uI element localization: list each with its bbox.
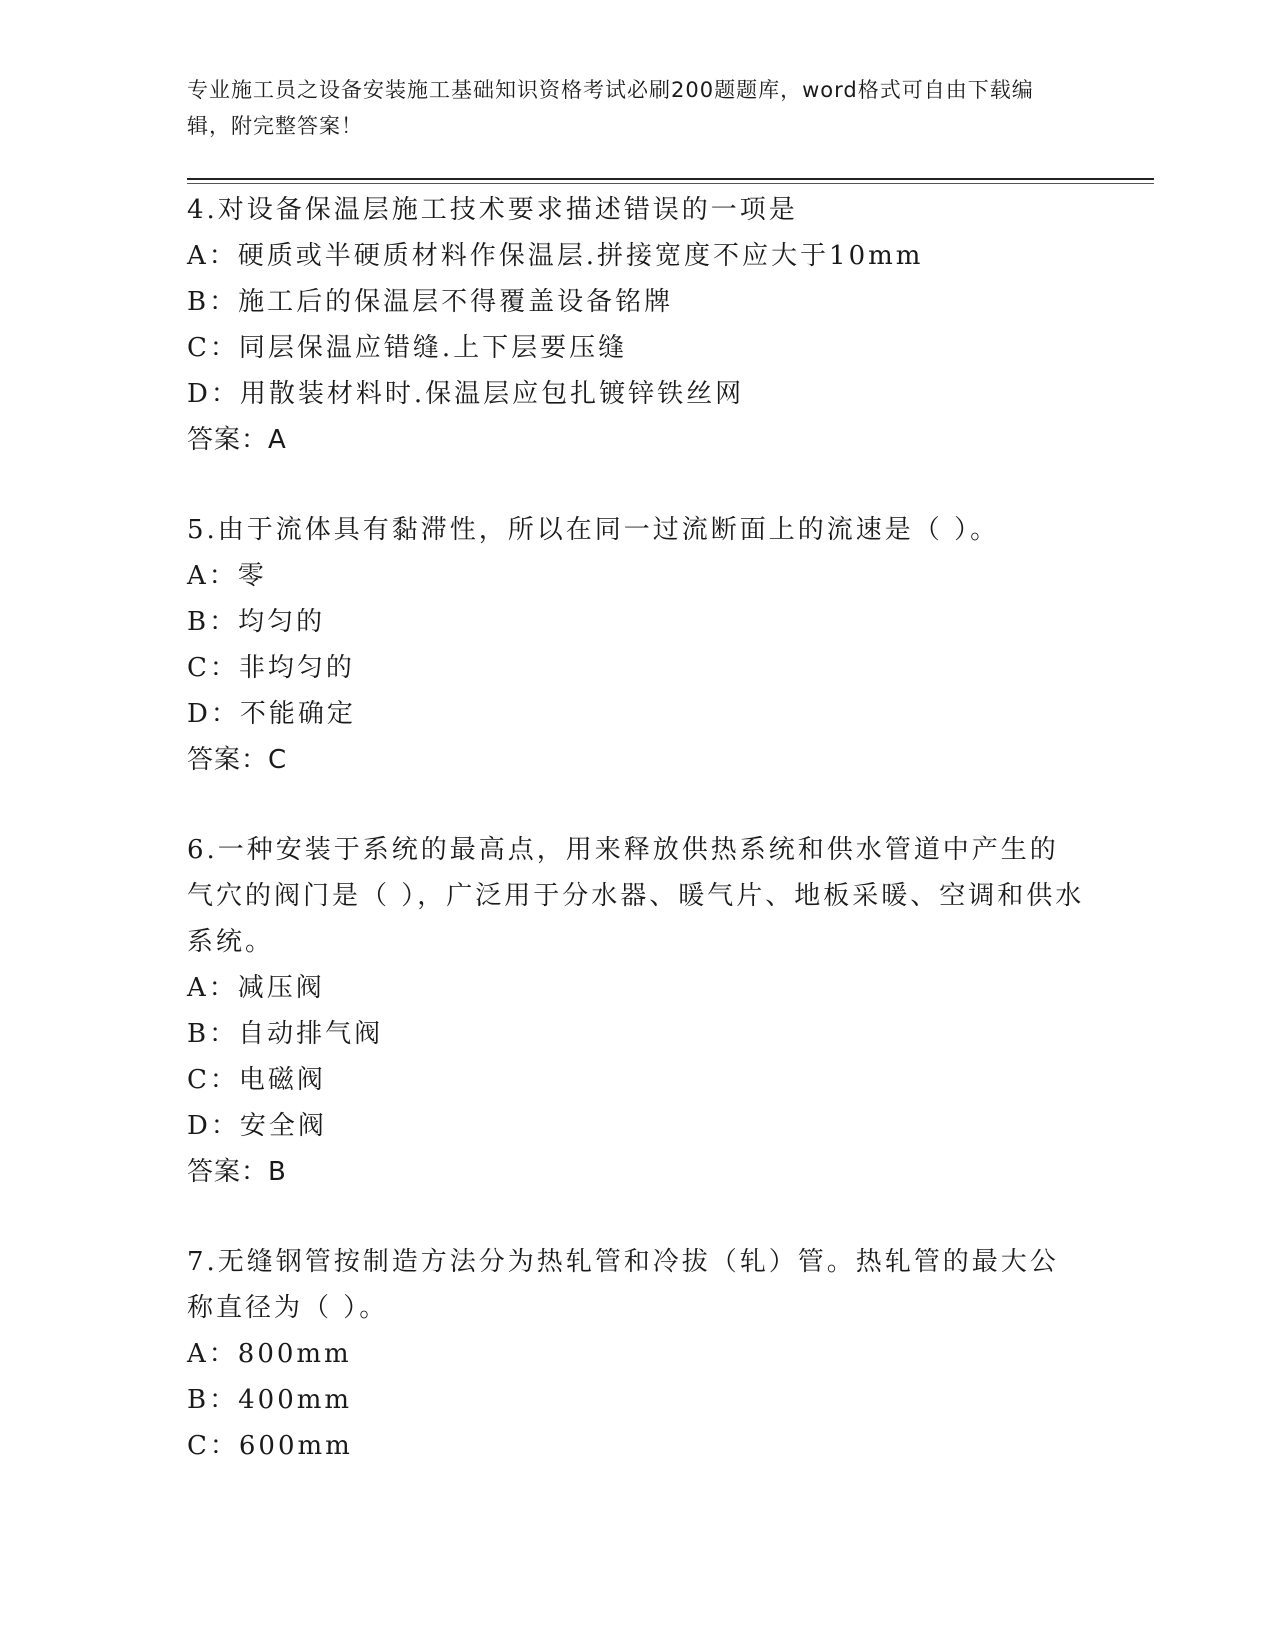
question-7 [187,1239,1087,1469]
option-a: A：硬质或半硬质材料作保温层.拼接宽度不应大于10mm [187,241,924,271]
header-divider-thin [187,183,1154,184]
question-4 [187,187,1087,463]
option-d: D：用散装材料时.保温层应包扎镀锌铁丝网 [187,379,745,409]
document-header: 专业施工员之设备安装施工基础知识资格考试必刷200题题库，word格式可自由下载编辑，附完整答案！ [187,78,1034,138]
option-b: B：自动排气阀 [187,1019,384,1049]
question-6 [187,827,1087,1195]
option-a: A：800mm [187,1339,352,1369]
option-d: D：安全阀 [187,1111,327,1141]
question-text: 6.一种安装于系统的最高点，用来释放供热系统和供水管道中产生的气穴的阀门是（ ），广泛用于分水器、暖气片、地板采暖、空调和供水系统。 [187,835,1085,957]
answer: 答案：C [187,745,288,775]
question-text: 5.由于流体具有黏滞性，所以在同一过流断面上的流速是（ ）。 [187,515,1000,545]
option-c: C：600mm [187,1431,353,1461]
option-b: B：均匀的 [187,607,326,637]
answer: 答案：A [187,425,287,455]
option-d: D：不能确定 [187,699,356,729]
option-a: A：减压阀 [187,973,325,1003]
option-b: B：400mm [187,1385,353,1415]
header-divider-thick [187,178,1154,180]
question-text: 4.对设备保温层施工技术要求描述错误的一项是 [187,195,798,225]
option-a: A：零 [187,561,267,591]
option-c: C：电磁阀 [187,1065,326,1095]
option-c: C：同层保温应错缝.上下层要压缝 [187,333,628,363]
answer: 答案：B [187,1157,287,1187]
question-text: 7.无缝钢管按制造方法分为热轧管和冷拔（轧）管。热轧管的最大公称直径为（ ）。 [187,1247,1059,1323]
option-b: B：施工后的保温层不得覆盖设备铭牌 [187,287,674,317]
question-5 [187,507,1087,783]
option-c: C：非均匀的 [187,653,355,683]
question-list [187,187,1087,1513]
